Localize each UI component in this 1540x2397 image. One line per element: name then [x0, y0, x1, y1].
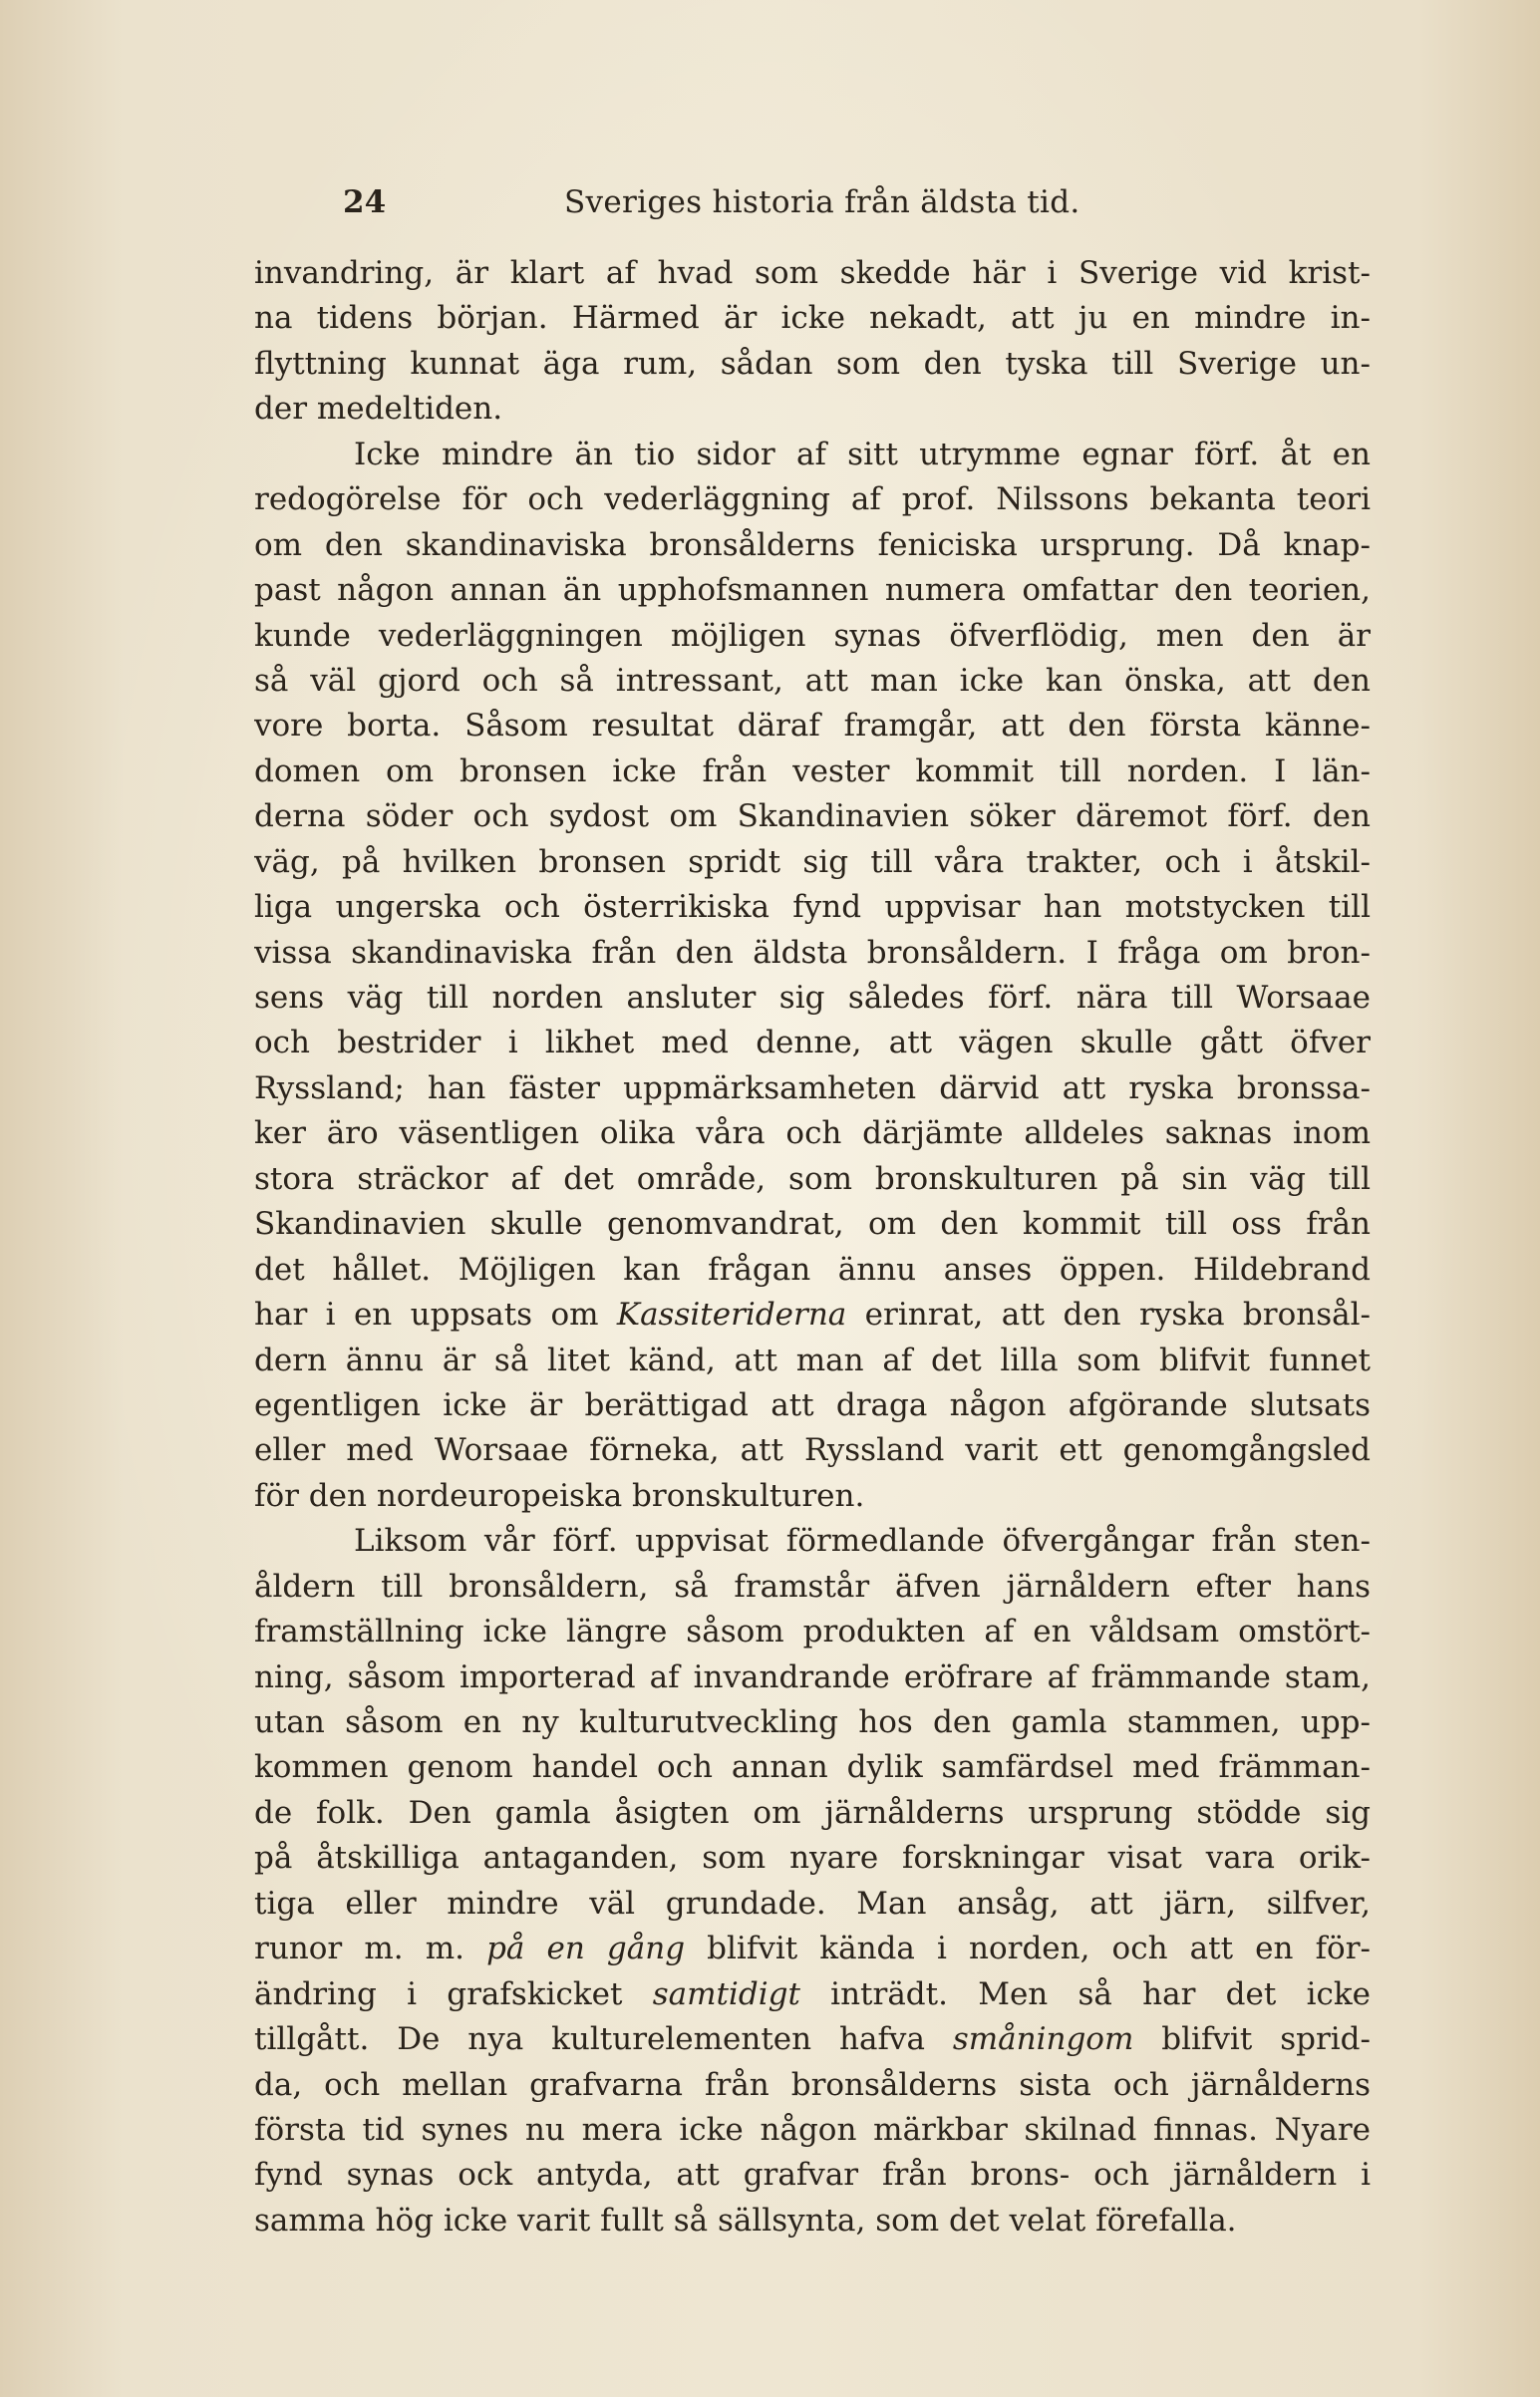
text-line: redogörelse för och vederläggning af prof. Nilssons bekanta teori	[254, 481, 1371, 518]
text-line: liga ungerska och österrikiska fynd uppvisar han motstycken till	[254, 889, 1371, 926]
italic-term: samtidigt	[652, 1975, 800, 2012]
text-segment: erinrat, att den ryska bronsål-	[846, 1297, 1371, 1334]
text-segment: inträdt. Men så har det icke	[799, 1975, 1371, 2012]
text-line	[254, 1293, 1371, 1338]
text-line: der medeltiden.	[254, 391, 503, 428]
text-line: egentligen icke är berättigad att draga någon afgörande slutsats	[254, 1386, 1371, 1423]
text-line: Icke mindre än tio sidor af sitt utrymme egnar förf. åt en	[354, 436, 1371, 472]
text-line: de folk. Den gamla åsigten om järnålderns ursprung stödde sig	[254, 1794, 1371, 1831]
text-line: åldern till bronsåldern, så framstår äfven järnåldern efter hans	[254, 1568, 1371, 1605]
text-line: Liksom vår förf. uppvisat förmedlande öfvergångar från sten-	[354, 1523, 1371, 1560]
text-line: kommen genom handel och annan dylik samfärdsel med främman-	[254, 1749, 1371, 1786]
text-line: väg, på hvilken bronsen spridt sig till våra trakter, och i åtskil-	[254, 843, 1371, 880]
text-segment: tillgått. De nya kulturelementen hafva	[254, 2021, 953, 2058]
text-line	[254, 2017, 1371, 2062]
text-line: eller med Worsaae förneka, att Ryssland varit ett genomgångsled	[254, 1432, 1371, 1469]
body-text	[254, 251, 1371, 2244]
text-segment: ändring i grafskicket	[254, 1975, 653, 2012]
text-line: Ryssland; han fäster uppmärksamheten därvid att ryska bronssa-	[254, 1069, 1371, 1106]
text-segment: har i en uppsats om	[254, 1297, 617, 1334]
text-line: sens väg till norden ansluter sig således förf. nära till Worsaae	[254, 980, 1371, 1016]
page-number: 24	[343, 184, 387, 220]
text-line: domen om bronsen icke från vester kommit till norden. I län-	[254, 752, 1371, 789]
text-line	[254, 1972, 1371, 2017]
text-line: flyttning kunnat äga rum, sådan som den tyska till Sverige un-	[254, 345, 1371, 382]
running-head	[254, 177, 1371, 227]
italic-term: småningom	[952, 2021, 1134, 2058]
paragraph	[254, 251, 1371, 433]
text-line: vore borta. Såsom resultat däraf framgår, att den första känne-	[254, 708, 1371, 745]
text-line: na tidens början. Härmed är icke nekadt, att ju en mindre in-	[254, 300, 1371, 337]
text-line: Skandinavien skulle genomvandrat, om den kommit till oss från	[254, 1206, 1371, 1243]
text-line: stora sträckor af det område, som bronskulturen på sin väg till	[254, 1160, 1371, 1197]
text-line: samma hög icke varit fullt så sällsynta, som det velat förefalla.	[254, 2202, 1237, 2239]
text-line: så väl gjord och så intressant, att man icke kan önska, att den	[254, 662, 1371, 699]
text-line: invandring, är klart af hvad som skedde här i Sverige vid krist-	[254, 255, 1371, 291]
text-line: på åtskilliga antaganden, som nyare forskningar visat vara orik-	[254, 1840, 1371, 1877]
text-line: derna söder och sydost om Skandinavien söker däremot förf. den	[254, 798, 1371, 835]
text-line: för den nordeuropeiska bronskulturen.	[254, 1477, 865, 1514]
text-line: och bestrider i likhet med denne, att vägen skulle gått öfver	[254, 1025, 1371, 1061]
text-segment: blifvit kända i norden, och att en för-	[685, 1931, 1371, 1967]
text-line: första tid synes nu mera icke någon märkbar skilnad finnas. Nyare	[254, 2111, 1371, 2148]
text-line: tiga eller mindre väl grundade. Man ansåg, att järn, silfver,	[254, 1885, 1371, 1922]
text-segment: runor m. m.	[254, 1931, 487, 1967]
running-title: Sveriges historia från äldsta tid.	[564, 184, 1080, 220]
text-line: fynd synas ock antyda, att grafvar från brons- och järnåldern i	[254, 2157, 1371, 2194]
text-line: da, och mellan grafvarna från bronsålderns sista och järnålderns	[254, 2066, 1371, 2103]
italic-term: på en gång	[486, 1931, 686, 1967]
text-line: ning, såsom importerad af invandrande eröfrare af främmande stam,	[254, 1658, 1371, 1695]
paragraph	[254, 1519, 1371, 2244]
text-line: vissa skandinaviska från den äldsta bronsåldern. I fråga om bron-	[254, 934, 1371, 971]
text-line: dern ännu är så litet känd, att man af det lilla som blifvit funnet	[254, 1342, 1371, 1378]
italic-term: Kassiteriderna	[616, 1297, 847, 1334]
text-line: om den skandinaviska bronsålderns feniciska ursprung. Då knap-	[254, 526, 1371, 563]
text-line	[254, 1927, 1371, 1971]
text-line: framställning icke längre såsom produkten af en våldsam omstört-	[254, 1614, 1371, 1650]
paragraph	[254, 433, 1371, 1520]
text-line: kunde vederläggningen möjligen synas öfverflödig, men den är	[254, 617, 1371, 654]
text-line: utan såsom en ny kulturutveckling hos den gamla stammen, upp-	[254, 1704, 1371, 1740]
text-line: ker äro väsentligen olika våra och därjämte alldeles saknas inom	[254, 1115, 1371, 1152]
text-segment: blifvit sprid-	[1133, 2021, 1371, 2058]
text-line: det hållet. Möjligen kan frågan ännu anses öppen. Hildebrand	[254, 1251, 1371, 1288]
text-line: past någon annan än upphofsmannen numera omfattar den teorien,	[254, 572, 1371, 609]
